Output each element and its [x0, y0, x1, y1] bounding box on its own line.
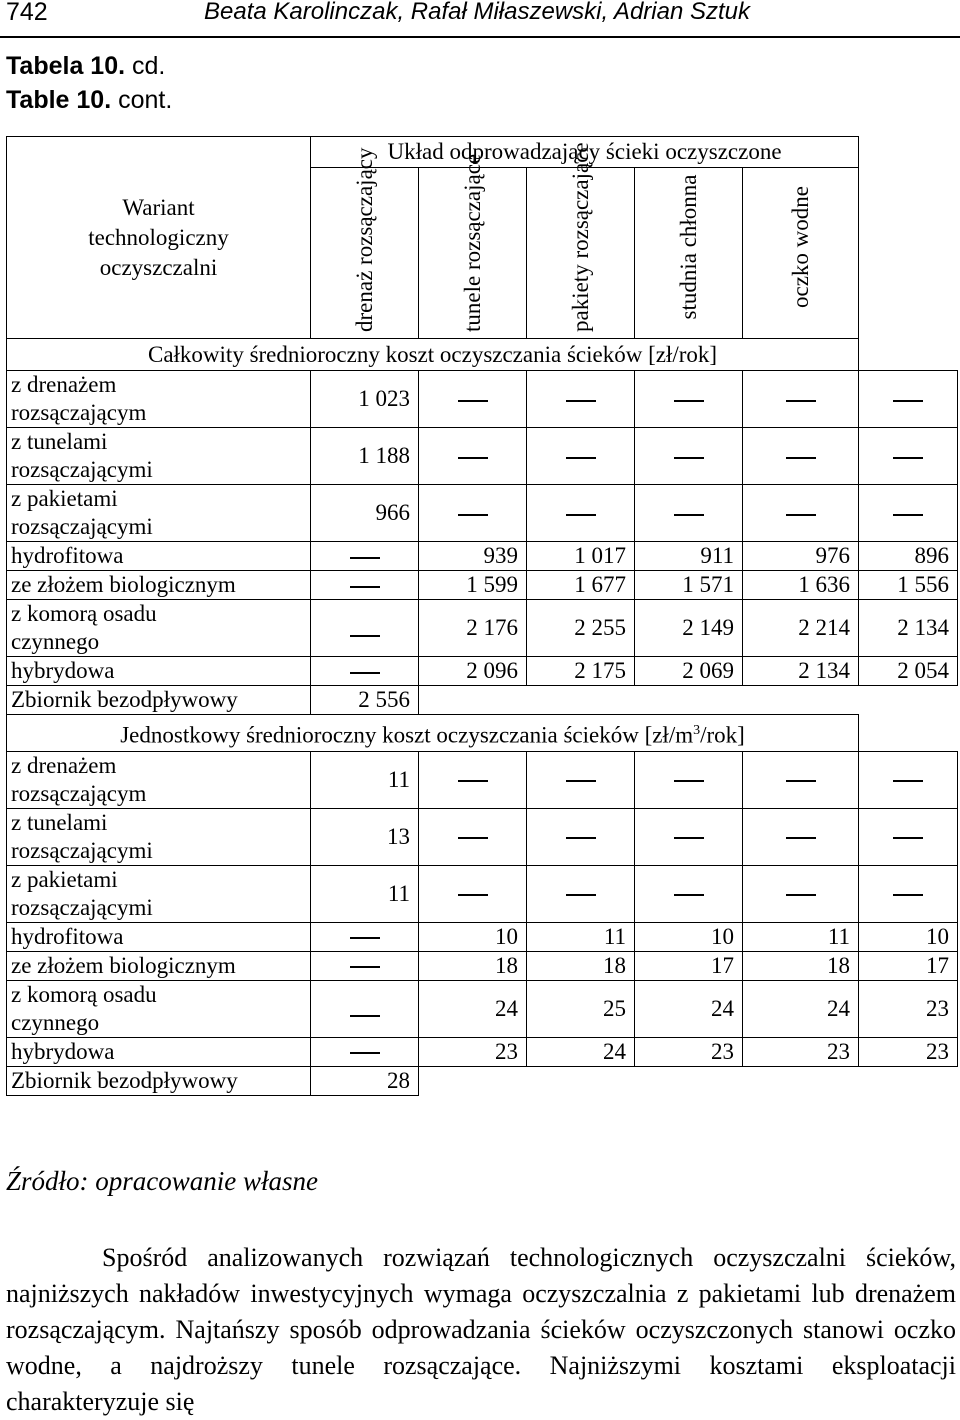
value-cell: 24 — [743, 980, 859, 1037]
value-cell: 28 — [311, 1066, 419, 1095]
value-cell: 18 — [527, 951, 635, 980]
dash-cell — [527, 428, 635, 485]
dash-cell — [859, 485, 958, 542]
value-cell: 11 — [527, 922, 635, 951]
value-cell: 2 556 — [311, 686, 419, 715]
column-header — [419, 153, 527, 339]
value-cell: 2 176 — [419, 600, 527, 657]
section-title-row — [7, 715, 958, 752]
value-cell: 17 — [635, 951, 743, 980]
dash-cell — [419, 751, 527, 808]
dash-mark — [350, 1015, 380, 1017]
dash-cell — [743, 751, 859, 808]
dash-cell — [311, 922, 419, 951]
dash-cell — [635, 865, 743, 922]
value-cell: 11 — [311, 751, 419, 808]
table-row — [7, 1037, 958, 1066]
group-header: Układ odprowadzający ścieki oczyszczone — [311, 137, 859, 168]
column-header-label: drenaż rozsączający — [351, 147, 377, 332]
value-cell: 23 — [635, 1037, 743, 1066]
table-row — [7, 980, 958, 1037]
dash-cell — [635, 371, 743, 428]
table-row — [7, 571, 958, 600]
dash-cell — [635, 485, 743, 542]
dash-mark — [350, 1052, 380, 1054]
row-label: z drenażem rozsączającym — [7, 751, 311, 808]
dash-mark — [566, 400, 596, 402]
dash-mark — [674, 837, 704, 839]
dash-mark — [350, 937, 380, 939]
dash-mark — [893, 457, 923, 459]
column-header-label: oczko wodne — [787, 186, 813, 308]
value-cell: 2 069 — [635, 657, 743, 686]
column-header — [743, 168, 859, 339]
section-title-text: /rok] — [700, 722, 745, 748]
dash-mark — [458, 400, 488, 402]
value-cell: 1 636 — [743, 571, 859, 600]
running-head-authors: Beata Karolinczak, Rafał Miłaszewski, Adrian Sztuk — [204, 0, 750, 25]
dash-mark — [458, 837, 488, 839]
dash-mark — [350, 635, 380, 637]
dash-cell — [743, 808, 859, 865]
row-label: z komorą osadu czynnego — [7, 600, 311, 657]
value-cell: 2 134 — [743, 657, 859, 686]
table-row — [7, 751, 958, 808]
value-cell: 1 599 — [419, 571, 527, 600]
value-cell: 966 — [311, 485, 419, 542]
value-cell: 23 — [859, 1037, 958, 1066]
row-label: z tunelami rozsączającymi — [7, 808, 311, 865]
section-title-superscript: 3 — [693, 723, 701, 738]
dash-cell — [311, 980, 419, 1037]
row-label: z tunelami rozsączającymi — [7, 428, 311, 485]
dash-cell — [859, 751, 958, 808]
dash-mark — [458, 780, 488, 782]
dash-mark — [786, 837, 816, 839]
dash-mark — [350, 557, 380, 559]
value-cell: 11 — [743, 922, 859, 951]
value-cell: 24 — [419, 980, 527, 1037]
table-row — [7, 542, 958, 571]
value-cell: 911 — [635, 542, 743, 571]
table-row — [7, 428, 958, 485]
dash-mark — [893, 514, 923, 516]
dash-cell — [311, 571, 419, 600]
value-cell: 24 — [635, 980, 743, 1037]
table-row — [7, 951, 958, 980]
dash-mark — [350, 672, 380, 674]
value-cell: 976 — [743, 542, 859, 571]
dash-cell — [743, 485, 859, 542]
dash-cell — [419, 371, 527, 428]
value-cell: 2 255 — [527, 600, 635, 657]
dash-cell — [635, 428, 743, 485]
dash-mark — [566, 457, 596, 459]
dash-cell — [419, 485, 527, 542]
dash-mark — [893, 837, 923, 839]
dash-mark — [458, 457, 488, 459]
dash-mark — [893, 780, 923, 782]
dash-cell — [419, 428, 527, 485]
dash-mark — [566, 514, 596, 516]
section-title: Całkowity średnioroczny koszt oczyszczania ścieków [zł/rok] — [7, 339, 859, 371]
empty-cell — [419, 1066, 958, 1095]
table-caption-pl — [6, 52, 165, 81]
running-head — [0, 0, 960, 38]
value-cell: 18 — [419, 951, 527, 980]
dash-cell — [527, 485, 635, 542]
dash-cell — [743, 428, 859, 485]
table-row — [7, 600, 958, 657]
row-label: z komorą osadu czynnego — [7, 980, 311, 1037]
value-cell: 17 — [859, 951, 958, 980]
table-row — [7, 1066, 958, 1095]
dash-cell — [859, 865, 958, 922]
table-row — [7, 657, 958, 686]
value-cell: 23 — [743, 1037, 859, 1066]
row-label: hybrydowa — [7, 1037, 311, 1066]
stub-header: Wariant technologiczny oczyszczalni — [7, 137, 311, 339]
value-cell: 2 054 — [859, 657, 958, 686]
value-cell: 10 — [419, 922, 527, 951]
value-cell: 24 — [527, 1037, 635, 1066]
row-label: z drenażem rozsączającym — [7, 371, 311, 428]
dash-mark — [458, 894, 488, 896]
row-label: hydrofitowa — [7, 922, 311, 951]
dash-cell — [635, 751, 743, 808]
dash-mark — [458, 514, 488, 516]
dash-cell — [311, 951, 419, 980]
row-label: z pakietami rozsączającymi — [7, 485, 311, 542]
caption-en-cont: cont. — [118, 86, 173, 114]
value-cell: 1 017 — [527, 542, 635, 571]
dash-mark — [350, 586, 380, 588]
column-header-label: pakiety rozsączające — [567, 142, 593, 332]
value-cell: 10 — [859, 922, 958, 951]
body-paragraph: Spośród analizowanych rozwiązań technologicznych oczyszczalni ścieków, najniższych nakładów inwestycyjnych wymaga oczyszczalnia z pakietami lub drenażem rozsączającym. Najtańszy sposób odprowadzania ścieków oczyszczonych stanowi oczko wodne, a najdroższy tunele rozsączające. Najniższymi kosztami eksploatacji charakteryzuje się — [6, 1243, 956, 1416]
dash-cell — [311, 600, 419, 657]
row-label: hybrydowa — [7, 657, 311, 686]
value-cell: 896 — [859, 542, 958, 571]
value-cell: 1 023 — [311, 371, 419, 428]
section-title — [7, 715, 859, 752]
dash-mark — [566, 894, 596, 896]
column-header-label: tunele rozsączające — [459, 153, 485, 332]
dash-mark — [674, 514, 704, 516]
value-cell: 23 — [419, 1037, 527, 1066]
value-cell: 939 — [419, 542, 527, 571]
row-label: Zbiornik bezodpływowy — [7, 686, 311, 715]
value-cell: 23 — [859, 980, 958, 1037]
dash-cell — [859, 428, 958, 485]
table-row — [7, 686, 958, 715]
dash-mark — [674, 457, 704, 459]
dash-cell — [311, 542, 419, 571]
value-cell: 2 096 — [419, 657, 527, 686]
table-row — [7, 808, 958, 865]
page-number: 742 — [6, 0, 48, 26]
table-caption-en — [6, 86, 172, 115]
dash-cell — [635, 808, 743, 865]
row-label: ze złożem biologicznym — [7, 571, 311, 600]
dash-cell — [527, 751, 635, 808]
value-cell: 11 — [311, 865, 419, 922]
dash-cell — [743, 865, 859, 922]
value-cell: 2 175 — [527, 657, 635, 686]
dash-mark — [350, 966, 380, 968]
column-header-label: studnia chłonna — [675, 174, 701, 320]
dash-mark — [566, 837, 596, 839]
dash-mark — [674, 400, 704, 402]
dash-cell — [859, 808, 958, 865]
table-row — [7, 922, 958, 951]
value-cell: 2 149 — [635, 600, 743, 657]
dash-mark — [893, 894, 923, 896]
value-cell: 1 188 — [311, 428, 419, 485]
table-row — [7, 485, 958, 542]
dash-mark — [566, 780, 596, 782]
table-row — [7, 865, 958, 922]
section-title-text: Jednostkowy średnioroczny koszt oczyszczania ścieków [zł/m — [120, 722, 694, 748]
column-header — [635, 168, 743, 339]
dash-cell — [859, 371, 958, 428]
value-cell: 25 — [527, 980, 635, 1037]
dash-mark — [893, 400, 923, 402]
section-title-row — [7, 339, 958, 371]
row-label: hydrofitowa — [7, 542, 311, 571]
dash-cell — [311, 657, 419, 686]
dash-cell — [527, 371, 635, 428]
column-header — [311, 147, 419, 339]
caption-en-label: Table 10. — [6, 86, 112, 114]
value-cell: 18 — [743, 951, 859, 980]
dash-cell — [419, 808, 527, 865]
dash-mark — [674, 780, 704, 782]
caption-pl-cont: cd. — [132, 52, 166, 80]
dash-cell — [419, 865, 527, 922]
cost-table — [6, 136, 958, 1096]
value-cell: 1 571 — [635, 571, 743, 600]
table-row — [7, 371, 958, 428]
dash-mark — [786, 400, 816, 402]
caption-pl-label: Tabela 10. — [6, 52, 126, 80]
dash-cell — [743, 371, 859, 428]
dash-cell — [311, 1037, 419, 1066]
dash-mark — [786, 780, 816, 782]
value-cell: 1 677 — [527, 571, 635, 600]
row-label: z pakietami rozsączającymi — [7, 865, 311, 922]
dash-cell — [527, 865, 635, 922]
dash-mark — [786, 894, 816, 896]
value-cell: 2 214 — [743, 600, 859, 657]
value-cell: 13 — [311, 808, 419, 865]
column-header — [527, 142, 635, 339]
empty-cell — [419, 686, 958, 715]
row-label: ze złożem biologicznym — [7, 951, 311, 980]
dash-mark — [786, 457, 816, 459]
dash-mark — [786, 514, 816, 516]
value-cell: 2 134 — [859, 600, 958, 657]
value-cell: 1 556 — [859, 571, 958, 600]
row-label: Zbiornik bezodpływowy — [7, 1066, 311, 1095]
dash-cell — [527, 808, 635, 865]
value-cell: 10 — [635, 922, 743, 951]
source-note: Źródło: opracowanie własne — [6, 1166, 319, 1196]
dash-mark — [674, 894, 704, 896]
